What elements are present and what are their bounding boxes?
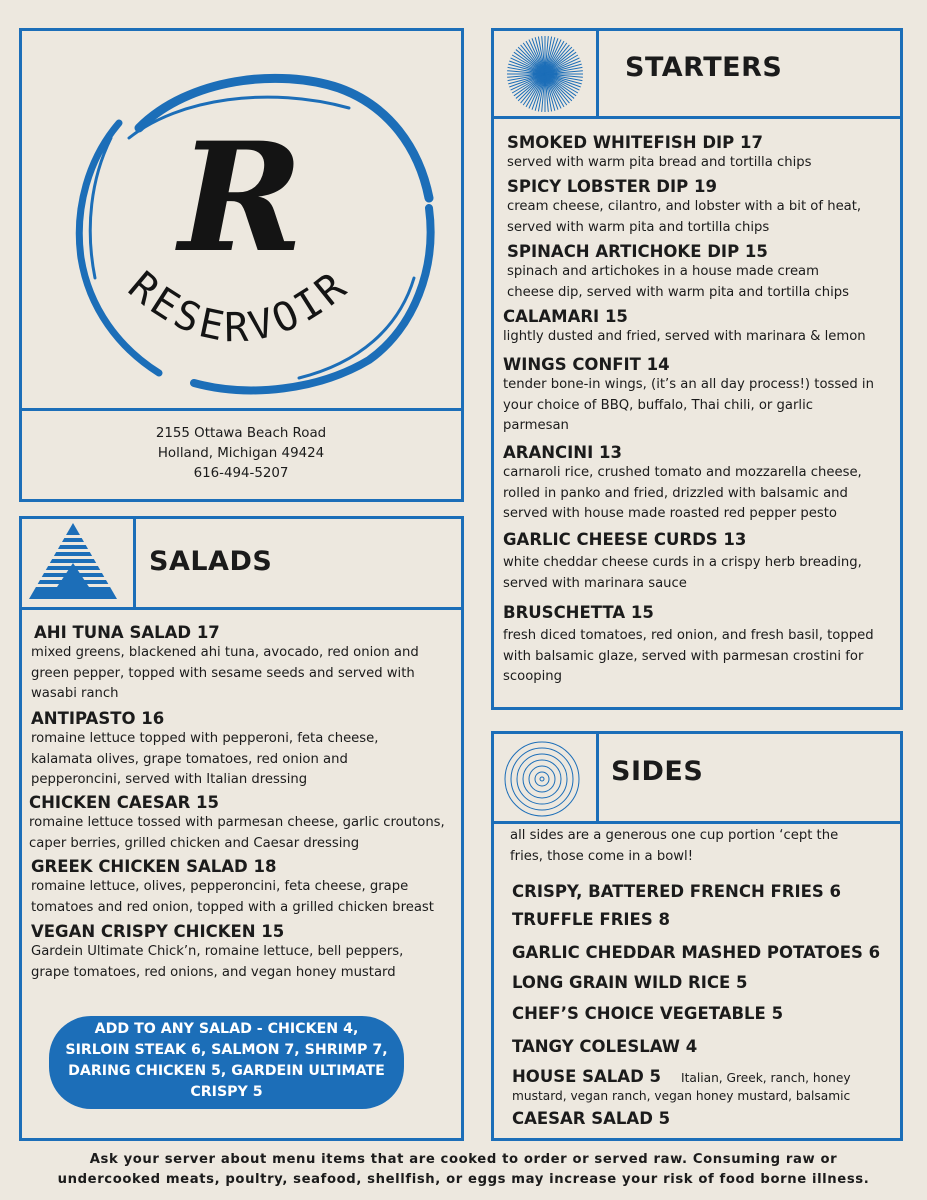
footer-line1: Ask your server about menu items that are cooked to order or served raw. Consuming raw or bbox=[89, 1152, 838, 1167]
starter-item: GARLIC CHEESE CURDS 13 white cheddar cheese curds in a crispy herb breading, served with marinara sauce bbox=[503, 530, 862, 591]
starter-item: CALAMARI 15 lightly dusted and fried, served with marinara & lemon bbox=[503, 307, 866, 344]
footer-line2: undercooked meats, poultry, seafood, shellfish, or eggs may increase your risk of food borne illness. bbox=[57, 1172, 870, 1187]
salads-header-divider bbox=[133, 519, 136, 607]
starters-title: STARTERS bbox=[625, 52, 783, 83]
side-item: CHEF’S CHOICE VEGETABLE 5 bbox=[512, 1004, 784, 1023]
sides-title: SIDES bbox=[611, 756, 704, 787]
side-item: CAESAR SALAD 5 bbox=[512, 1109, 671, 1128]
starter-item: SMOKED WHITEFISH DIP 17 served with warm pita bread and tortilla chips bbox=[507, 133, 812, 170]
footer-disclaimer bbox=[0, 1150, 927, 1190]
side-item: TANGY COLESLAW 4 bbox=[512, 1037, 698, 1056]
salad-item: ANTIPASTO 16 romaine lettuce topped with pepperoni, feta cheese, kalamata olives, grape tomatoes, red onion and pepperoncini, served with Italian dressing bbox=[31, 709, 379, 787]
address-line2: Holland, Michigan 49424 bbox=[157, 446, 325, 461]
salad-item: CHICKEN CAESAR 15 romaine lettuce tossed with parmesan cheese, garlic croutons, caper berries, grilled chicken and Caesar dressing bbox=[29, 793, 445, 851]
concentric-circles-icon bbox=[502, 739, 582, 819]
side-item: LONG GRAIN WILD RICE 5 bbox=[512, 973, 748, 992]
salad-item: GREEK CHICKEN SALAD 18 romaine lettuce, olives, pepperoncini, feta cheese, grape tomatoes and red onion, topped with a grilled chicken breast bbox=[31, 857, 434, 915]
side-item: TRUFFLE FRIES 8 bbox=[512, 910, 670, 929]
starburst-icon bbox=[505, 34, 585, 114]
phone-number: 616-494-5207 bbox=[193, 466, 289, 481]
reservoir-logo bbox=[19, 28, 464, 408]
salad-item: AHI TUNA SALAD 17 mixed greens, blackened ahi tuna, avocado, red onion and green pepper, topped with sesame seeds and served with wasabi ranch bbox=[31, 623, 419, 701]
side-item-house-salad: HOUSE SALAD 5 Italian, Greek, ranch, honey mustard, vegan ranch, vegan honey mustard, balsamic bbox=[512, 1067, 851, 1103]
logo-word: RESERVOIR bbox=[119, 261, 358, 352]
logo-letter: R bbox=[178, 110, 304, 286]
starter-item: WINGS CONFIT 14 tender bone-in wings, (it’s an all day process!) tossed in your choice of BBQ, buffalo, Thai chili, or garlic parmesan bbox=[503, 355, 874, 433]
starters-header-divider bbox=[596, 31, 599, 116]
starter-item: ARANCINI 13 carnaroli rice, crushed tomato and mozzarella cheese, rolled in panko and fried, drizzled with balsamic and served with house made roasted red pepper pesto bbox=[503, 443, 862, 521]
starter-item: BRUSCHETTA 15 fresh diced tomatoes, red onion, and fresh basil, topped with balsamic glaze, served with parmesan crostini for scooping bbox=[503, 603, 874, 684]
address-line1: 2155 Ottawa Beach Road bbox=[155, 426, 327, 441]
starter-item: SPINACH ARTICHOKE DIP 15 spinach and artichokes in a house made cream cheese dip, served with warm pita and tortilla chips bbox=[507, 242, 850, 300]
side-item: GARLIC CHEDDAR MASHED POTATOES 6 bbox=[512, 943, 881, 962]
sides-note: all sides are a generous one cup portion ‘cept the fries, those come in a bowl! bbox=[510, 828, 839, 864]
salad-item: VEGAN CRISPY CHICKEN 15 Gardein Ultimate Chick’n, romaine lettuce, bell peppers, grape tomatoes, red onions, and vegan honey mustard bbox=[31, 922, 404, 980]
logo-divider bbox=[22, 408, 461, 411]
sides-header-divider bbox=[596, 734, 599, 821]
side-item: CRISPY, BATTERED FRENCH FRIES 6 bbox=[512, 882, 842, 901]
salads-title: SALADS bbox=[149, 546, 273, 577]
salad-addon-banner: ADD TO ANY SALAD - CHICKEN 4, SIRLOIN STEAK 6, SALMON 7, SHRIMP 7, DARING CHICKEN 5, GARDEIN ULTIMATE CRISPY 5 bbox=[49, 1016, 404, 1109]
pyramid-icon bbox=[25, 519, 121, 605]
starter-item: SPICY LOBSTER DIP 19 cream cheese, cilantro, and lobster with a bit of heat, served with warm pita and tortilla chips bbox=[507, 177, 862, 235]
